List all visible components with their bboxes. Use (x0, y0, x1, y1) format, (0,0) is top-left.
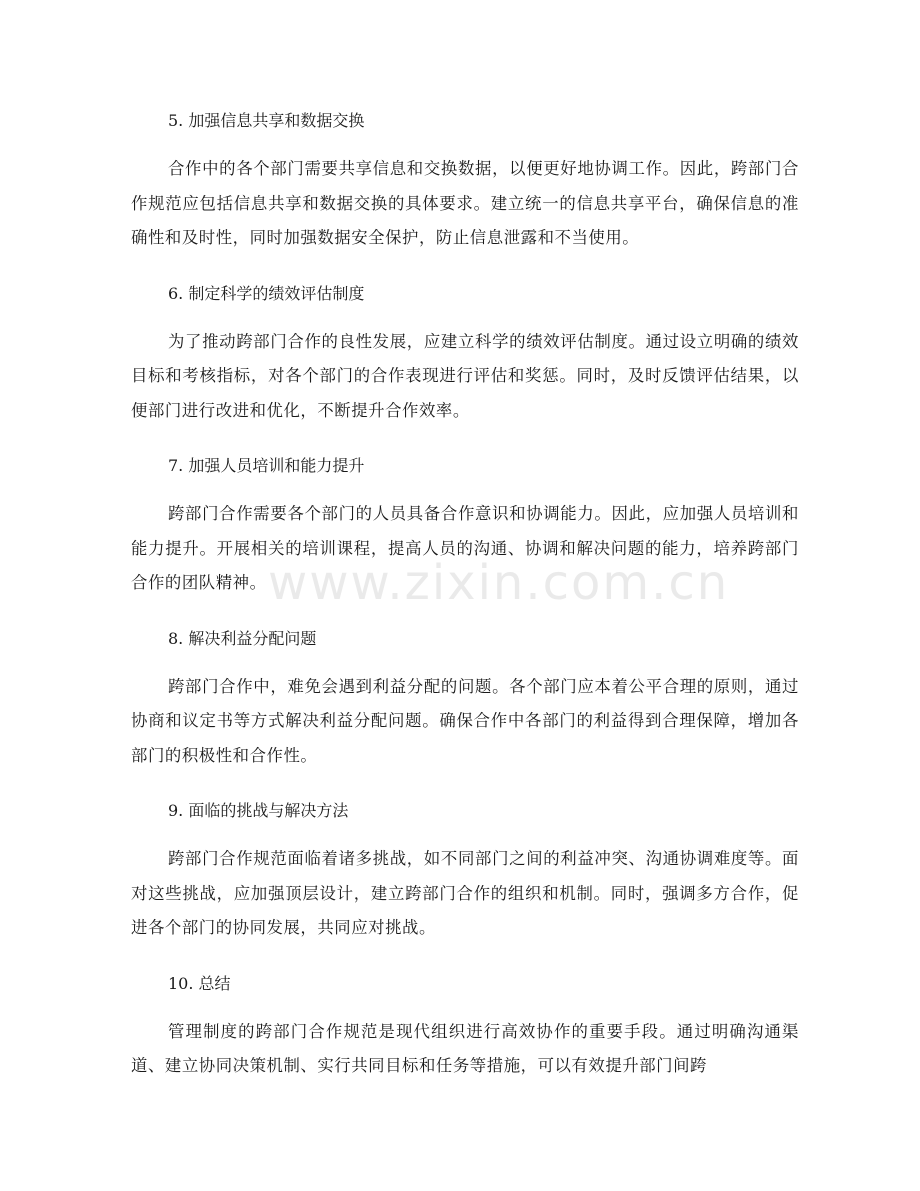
section-10-paragraph: 管理制度的跨部门合作规范是现代组织进行高效协作的重要手段。通过明确沟通渠道、建立协同决策机制、实行共同目标和任务等措施，可以有效提升部门间跨 (131, 1021, 799, 1075)
section-9-paragraph: 跨部门合作规范面临着诸多挑战，如不同部门之间的利益冲突、沟通协调难度等。面对这些挑战，应加强顶层设计，建立跨部门合作的组织和机制。同时，强调多方合作，促进各个部门的协同发展，共同应对挑战。 (131, 849, 799, 937)
section-6-paragraph: 为了推动跨部门合作的良性发展，应建立科学的绩效评估制度。通过设立明确的绩效目标和考核指标，对各个部门的合作表现进行评估和奖惩。同时，及时反馈评估结果，以便部门进行改进和优化，不断提升合作效率。 (131, 331, 799, 420)
section-8-paragraph: 跨部门合作中，难免会遇到利益分配的问题。各个部门应本着公平合理的原则，通过协商和议定书等方式解决利益分配问题。确保合作中各部门的利益得到合理保障，增加各部门的积极性和合作性。 (131, 676, 799, 765)
document-content (131, 104, 799, 1084)
section-9-heading: 9. 面临的挑战与解决方法 (168, 801, 349, 820)
section-7-heading: 7. 加强人员培训和能力提升 (168, 456, 365, 475)
section-7-paragraph: 跨部门合作需要各个部门的人员具备合作意识和协调能力。因此，应加强人员培训和能力提升。开展相关的培训课程，提高人员的沟通、协调和解决问题的能力，培养跨部门合作的团队精神。 (131, 504, 799, 592)
watermark-text: www.zixin.com.cn (268, 555, 730, 611)
section-8-heading: 8. 解决利益分配问题 (168, 628, 317, 648)
section-6-heading: 6. 制定科学的绩效评估制度 (168, 283, 365, 303)
section-10-heading: 10. 总结 (168, 973, 231, 993)
section-5-heading: 5. 加强信息共享和数据交换 (168, 111, 365, 130)
section-5-paragraph: 合作中的各个部门需要共享信息和交换数据，以便更好地协调工作。因此，跨部门合作规范应包括信息共享和数据交换的具体要求。建立统一的信息共享平台，确保信息的准确性和及时性，同时加强数据安全保护，防止信息泄露和不当使用。 (131, 159, 799, 247)
